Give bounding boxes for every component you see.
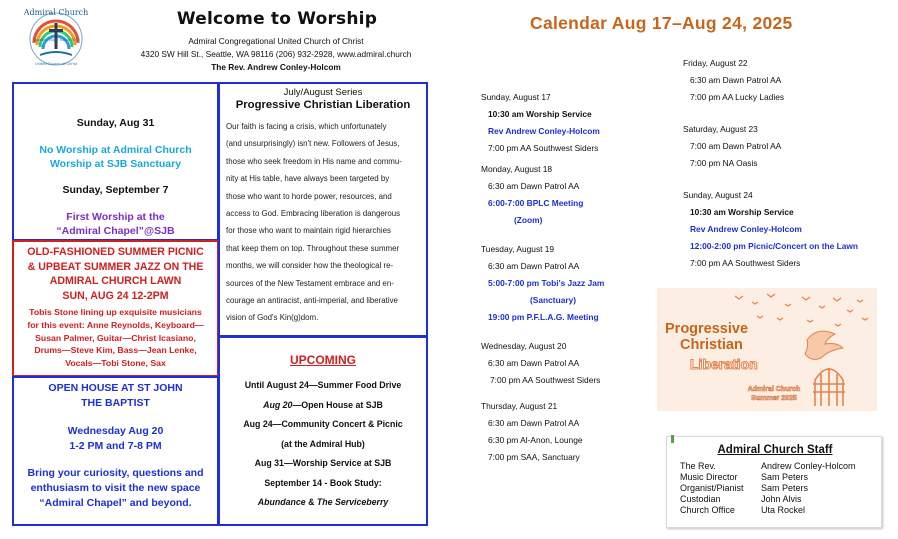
open-house-time: 1-2 PM and 7-8 PM bbox=[69, 440, 162, 452]
cal-event: Rev Andrew Conley-Holcom bbox=[488, 126, 600, 136]
cal-event: (Zoom) bbox=[514, 215, 543, 225]
upcoming-item: Aug 24—Community Concert & Picnic bbox=[243, 419, 403, 429]
worship-notice-box bbox=[12, 82, 219, 241]
upcoming-item: Until August 24—Summer Food Drive bbox=[244, 380, 402, 390]
no-worship-line2: Worship at SJB Sanctuary bbox=[49, 158, 182, 170]
upcoming-joiner: & bbox=[305, 497, 317, 507]
plc-graphic bbox=[657, 288, 877, 411]
plc-subtitle bbox=[739, 385, 809, 403]
cal-day: Wednesday, August 20 bbox=[481, 341, 567, 351]
cal-event: 7:00 pm AA Southwest Siders bbox=[490, 375, 601, 385]
upcoming-item: Aug 31—Worship Service at SJB bbox=[254, 458, 392, 468]
cal-event: 6:00-7:00 BPLC Meeting bbox=[488, 198, 584, 208]
open-house-date: Wednesday Aug 20 bbox=[67, 425, 164, 437]
plc-title-line: Christian bbox=[680, 337, 743, 353]
book-title: The Serviceberry bbox=[316, 497, 389, 507]
staff-role: Church Office bbox=[680, 505, 735, 515]
curiosity-line: Bring your curiosity, questions and bbox=[27, 467, 204, 479]
logo-text: Admiral Church bbox=[24, 8, 88, 17]
cal-event: 10:30 am Worship Service bbox=[488, 109, 592, 119]
staff-name: Sam Peters bbox=[761, 483, 809, 493]
staff-row bbox=[680, 461, 880, 472]
curiosity-line: enthusiasm to visit the new space bbox=[30, 482, 201, 494]
staff-name: Andrew Conley-Holcom bbox=[761, 461, 856, 471]
upcoming-box bbox=[218, 336, 428, 526]
staff-row bbox=[680, 472, 880, 483]
upcoming-date: Aug 20 bbox=[263, 399, 293, 410]
cal-day: Sunday, August 17 bbox=[481, 92, 551, 102]
upcoming-list bbox=[220, 376, 426, 513]
series-line: those who want to horde power, resources, and bbox=[226, 191, 392, 201]
series-line: Our faith is facing a crisis, which unfortunately bbox=[226, 122, 387, 131]
upcoming-item bbox=[220, 396, 426, 416]
pastor-name: The Rev. Andrew Conley-Holcom bbox=[211, 62, 341, 72]
musicians-line: Vocals—Tobi Stone, Sax bbox=[65, 358, 166, 369]
musicians-line: for this event: Anne Reynolds, Keyboard— bbox=[27, 319, 204, 330]
open-house-box bbox=[12, 376, 219, 526]
calendar-column-2 bbox=[683, 55, 888, 272]
curiosity-line: “Admiral Chapel” and beyond. bbox=[39, 497, 192, 509]
church-logo-icon bbox=[24, 5, 88, 69]
staff-name: Sam Peters bbox=[761, 472, 809, 482]
logo-script: Awaken Hope bbox=[33, 38, 59, 42]
upcoming-text: —Open House at SJB bbox=[292, 399, 383, 410]
curiosity-text bbox=[14, 466, 217, 511]
staff-name: John Alvis bbox=[761, 494, 802, 504]
picnic-line1: OLD-FASHIONED SUMMER PICNIC bbox=[27, 246, 204, 258]
church-logo bbox=[24, 5, 88, 69]
cal-event: 7:00 pm AA Southwest Siders bbox=[488, 143, 599, 153]
picnic-line2: & UPBEAT SUMMER JAZZ ON THE bbox=[27, 260, 204, 273]
staff-row bbox=[680, 505, 880, 516]
picnic-line3: ADMIRAL CHURCH LAWN bbox=[49, 275, 182, 287]
cal-event: 7:00 pm AA Lucky Ladies bbox=[690, 92, 785, 102]
staff-role: The Rev. bbox=[680, 461, 716, 471]
series-line: months, we will consider how the theological re- bbox=[226, 261, 394, 271]
first-worship-line1: First Worship at the bbox=[66, 211, 165, 223]
staff-role: Custodian bbox=[680, 494, 721, 504]
cal-event: 7:00 pm AA Southwest Siders bbox=[690, 258, 801, 268]
series-kicker: July/August Series bbox=[283, 87, 363, 98]
series-box bbox=[218, 82, 428, 337]
cal-event: 7:00 am Dawn Patrol AA bbox=[690, 141, 782, 151]
plc-subtitle-line: Summer 2025 bbox=[751, 395, 797, 402]
series-line: (and unsurprisingly) isn't new. Followers of Jesus, bbox=[226, 139, 400, 149]
staff-row bbox=[680, 483, 880, 494]
staff-role: Organist/Pianist bbox=[680, 483, 744, 493]
first-worship-line2: “Admiral Chapel”@SJB bbox=[56, 225, 175, 237]
series-line: vision of God's Kin(g)dom. bbox=[226, 313, 319, 323]
picnic-heading bbox=[14, 245, 217, 303]
musicians-line: Drums—Steve Kim, Bass—Jean Lenke, bbox=[34, 345, 197, 356]
cal-event: 19:00 pm P.F.L.A.G. Meeting bbox=[488, 312, 599, 322]
cal-event: 10:30 am Worship Service bbox=[690, 207, 794, 217]
cal-event: 6:30 am Dawn Patrol AA bbox=[690, 75, 782, 85]
page-title: Welcome to Worship bbox=[176, 9, 378, 29]
series-line: for those who want to maintain rigid hierarchies bbox=[226, 226, 391, 236]
cal-event: Rev Andrew Conley-Holcom bbox=[690, 224, 802, 234]
musicians-line: Susan Palmer, Guitar—Christ Icasiano, bbox=[35, 332, 196, 343]
series-line: nity at His table, have always been targeted by bbox=[226, 174, 390, 184]
logo-bottom: United Church of Christ bbox=[35, 62, 77, 66]
upcoming-heading: UPCOMING bbox=[290, 353, 356, 367]
sunday-sep7: Sunday, September 7 bbox=[62, 184, 169, 196]
cal-day: Tuesday, August 19 bbox=[481, 244, 555, 254]
cal-event: 6:30 am Dawn Patrol AA bbox=[488, 181, 580, 191]
church-address: 4320 SW Hill St., Seattle, WA 98116 (206) 932-2928, www.admiral.church bbox=[140, 49, 412, 59]
cal-event: 6:30 am Dawn Patrol AA bbox=[488, 418, 580, 428]
logo-year: Since 1908 bbox=[60, 38, 80, 42]
plc-title-line: Progressive bbox=[665, 321, 749, 337]
upcoming-item bbox=[220, 493, 426, 513]
cal-day: Saturday, August 23 bbox=[683, 124, 758, 134]
series-line: access to God. Embracing liberation is dangerous bbox=[226, 209, 401, 219]
church-name: Admiral Congregational United Church of Christ bbox=[188, 36, 364, 46]
book-title: Abundance bbox=[257, 497, 306, 507]
cal-event: 7:00 pm NA Oasis bbox=[690, 158, 758, 168]
cal-day: Thursday, August 21 bbox=[481, 401, 558, 411]
cal-event: 7:00 pm SAA, Sanctuary bbox=[488, 452, 580, 462]
cal-event: 6:30 am Dawn Patrol AA bbox=[488, 261, 580, 271]
open-house-line2: THE BAPTIST bbox=[81, 397, 150, 409]
staff-list bbox=[680, 461, 880, 516]
series-line: that keep them on top. Throughout these summer bbox=[226, 243, 400, 253]
cal-event: 12:00-2:00 pm Picnic/Concert on the Lawn bbox=[690, 241, 859, 251]
musicians-line: Tobis Stone lining up exquisite musicians bbox=[29, 307, 202, 317]
musicians-list bbox=[14, 306, 217, 370]
plc-title-outline: Liberation bbox=[690, 356, 758, 372]
staff-card bbox=[666, 436, 882, 528]
cal-event: (Sanctuary) bbox=[530, 295, 577, 305]
upcoming-item: September 14 - Book Study: bbox=[264, 477, 382, 488]
series-heading: Progressive Christian Liberation bbox=[235, 99, 411, 111]
upcoming-item: (at the Admiral Hub) bbox=[281, 438, 365, 449]
series-line: sources of the New Testament embrace and en- bbox=[226, 278, 394, 288]
series-line: courage an antiracist, anti-imperial, and liberative bbox=[226, 296, 398, 306]
cal-day: Friday, August 22 bbox=[683, 58, 748, 68]
cal-day: Sunday, August 24 bbox=[683, 190, 753, 200]
series-line: those who seek freedom in His name and commu- bbox=[226, 156, 402, 166]
staff-name: Uta Rockel bbox=[761, 505, 806, 515]
series-paragraph bbox=[226, 118, 426, 327]
cal-day: Monday, August 18 bbox=[481, 164, 553, 174]
staff-role: Music Director bbox=[680, 472, 738, 482]
no-worship-line1: No Worship at Admiral Church bbox=[39, 144, 192, 156]
staff-row bbox=[680, 494, 880, 505]
picnic-line4: SUN, AUG 24 12-2PM bbox=[62, 289, 169, 302]
cal-event: 5:00-7:00 pm Tobi's Jazz Jam bbox=[488, 278, 605, 288]
calendar-title: Calendar Aug 17–Aug 24, 2025 bbox=[530, 13, 793, 33]
staff-title: Admiral Church Staff bbox=[717, 444, 833, 456]
open-house-line1: OPEN HOUSE AT ST JOHN bbox=[48, 382, 183, 394]
cal-event: 6:30 am Dawn Patrol AA bbox=[488, 358, 580, 368]
calendar-column-1 bbox=[481, 89, 661, 466]
plc-title bbox=[665, 321, 748, 353]
plc-subtitle-line: Admiral Church bbox=[747, 386, 801, 393]
cal-event: 6:30 pm Al-Anon, Lounge bbox=[488, 435, 583, 445]
picnic-box bbox=[12, 240, 219, 377]
pin-icon bbox=[671, 435, 674, 443]
sunday-aug31: Sunday, Aug 31 bbox=[76, 117, 155, 129]
